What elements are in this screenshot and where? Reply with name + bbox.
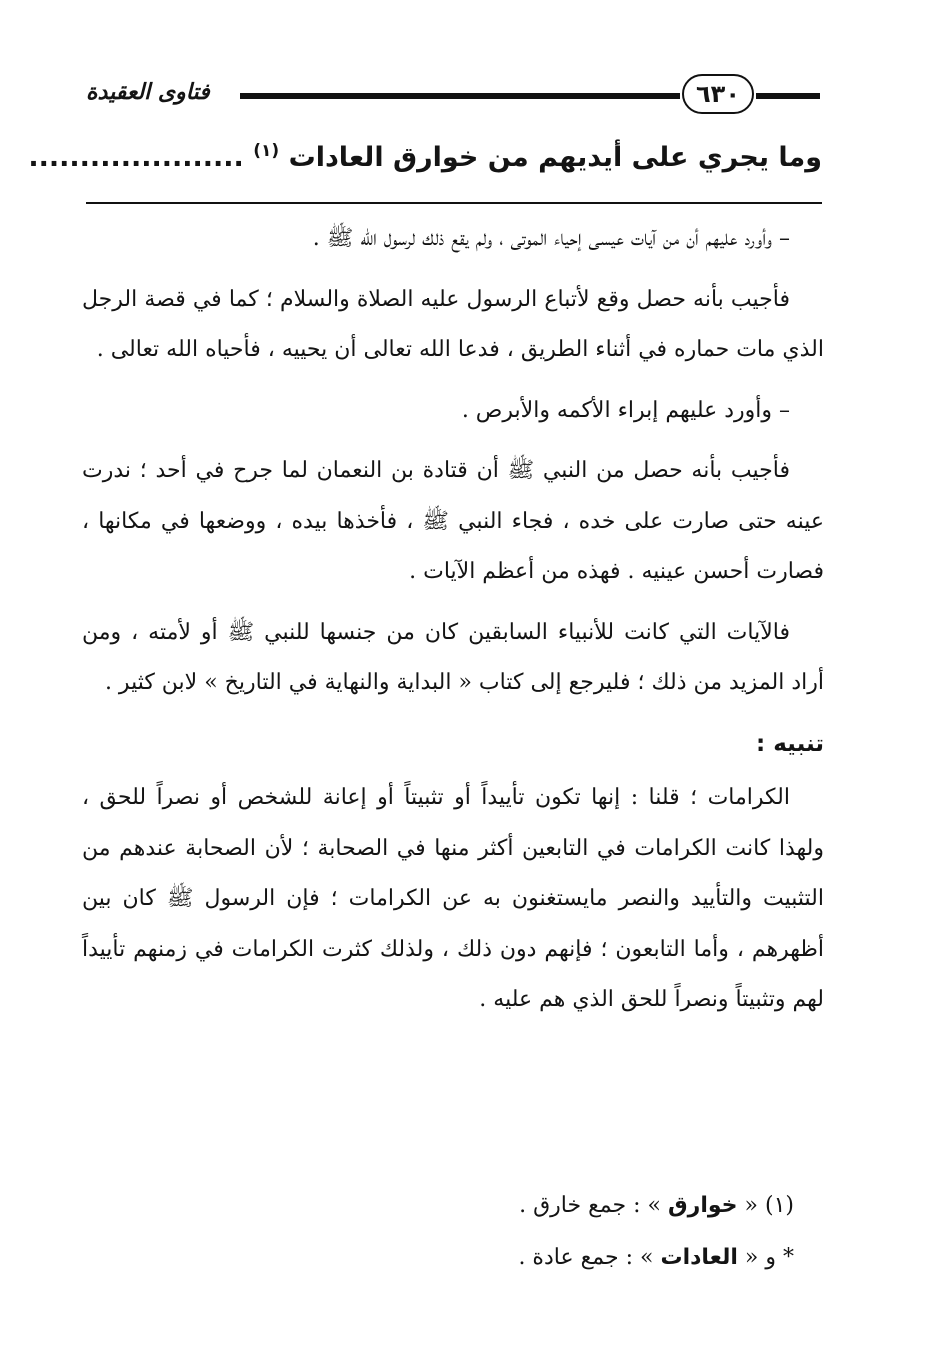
paragraph-objection-1: – وأورد عليهم أن من آيات عيسى إحياء الموتى ، ولم يقع ذلك لرسول الله ﷺ . — [312, 226, 790, 251]
section-heading-text: وما يجري على أيديهم من خوارق العادات — [288, 142, 822, 173]
header-rule-right — [756, 93, 820, 99]
section-divider — [86, 202, 822, 204]
paragraph-conclusion: فالآيات التي كانت للأنبياء السابقين كان من جنسها للنبي ﷺ أو لأمته ، ومن أراد المزيد من ذلك ؛ فليرجع إلى كتاب « البداية والنهاية في التاريخ » لابن كثير . — [82, 619, 824, 695]
paragraph-answer-2: فأجيب بأنه حصل من النبي ﷺ أن قتادة بن النعمان لما جرح في أحد ؛ ندرت عينه حتى صارت على خده ، فجاء النبي ﷺ ، فأخذها بيده ، ووضعها في مكانها ، فصارت أحسن عينيه . فهذه من أعظم الآيات . — [82, 458, 824, 584]
footnote-1-term: خوارق — [667, 1193, 738, 1218]
footnote-1 — [82, 1180, 794, 1232]
footnote-2-marker: * — [783, 1245, 794, 1270]
footnotes — [82, 1180, 794, 1284]
main-text — [82, 214, 824, 1036]
footnote-1-definition: : جمع خارق . — [519, 1193, 641, 1218]
paragraph-objection-2: – وأورد عليهم إبراء الأكمه والأبرص . — [461, 397, 790, 423]
footnote-2-close-quote: » — [640, 1245, 654, 1270]
leader-dots: ..................... — [28, 142, 244, 173]
footnote-1-marker: (١) — [764, 1193, 794, 1218]
footnote-reference: (١) — [253, 141, 280, 161]
paragraph-answer-1: فأجيب بأنه حصل وقع لأتباع الرسول عليه الصلاة والسلام ؛ كما في قصة الرجل الذي مات حماره في أثناء الطريق ، فدعا الله تعالى أن يحييه ، فأحياه الله تعالى . — [82, 286, 824, 362]
footnote-2-open-quote: « — [744, 1245, 759, 1270]
footnote-2-term: العادات — [660, 1245, 738, 1270]
page-number: ٦٣٠ — [682, 74, 754, 114]
footnote-2-and: و — [765, 1245, 776, 1270]
footnote-1-close-quote: » — [647, 1193, 661, 1218]
paragraph-karamat: الكرامات ؛ قلنا : إنها تكون تأييداً أو تثبيتاً أو إعانة للشخص أو نصراً للحق ، ولهذا كانت الكرامات في التابعين أكثر منها في الصحابة ؛ لأن الصحابة عندهم من التثبيت والتأييد والنصر مايستغنون به عن الكرامات ؛ فإن الرسول ﷺ كان بين أظهرهم ، وأما التابعون ؛ فإنهم دون ذلك ، ولذلك كثرت الكرامات في زمنهم تأييداً لهم وتثبيتاً ونصراً للحق الذي هم عليه . — [82, 785, 824, 1012]
footnote-2-definition: : جمع عادة . — [518, 1245, 634, 1270]
section-heading — [28, 130, 822, 186]
running-header-title: فتاوى العقيدة — [86, 80, 210, 105]
header-rule-left — [240, 93, 680, 99]
footnote-1-open-quote: « — [744, 1193, 758, 1218]
note-heading: تنبيه : — [756, 730, 824, 757]
footnote-2 — [82, 1232, 794, 1284]
